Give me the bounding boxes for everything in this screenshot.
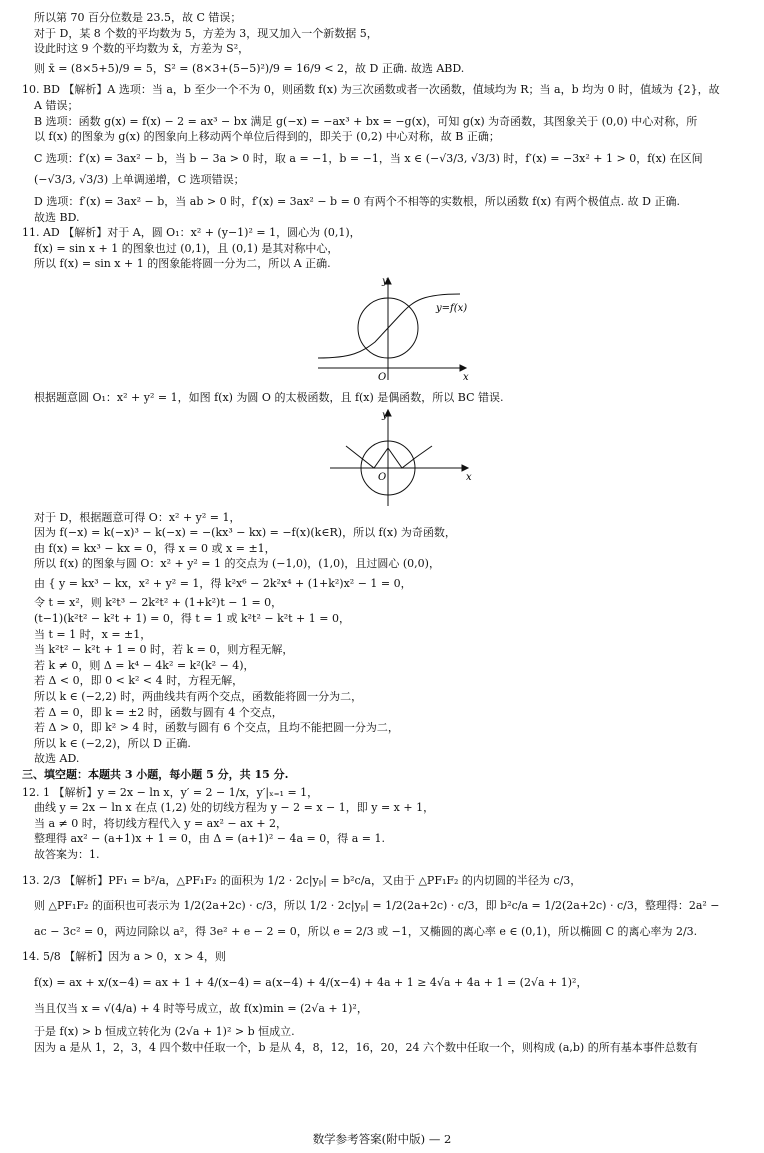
text-line: 曲线 y = 2x − ln x 在点 (1,2) 处的切线方程为 y − 2 = x − 1，即 y = x + 1， [34,801,435,815]
text-line: 整理得 ax² − (a+1)x + 1 = 0，由 Δ = (a+1)² − 4a = 0，得 a = 1. [34,832,386,846]
curve-label: y=f(x) [436,302,468,314]
text-line: 当且仅当 x = √(4/a) + 4 时等号成立，故 f(x)min = (2√a + 1)²， [34,1001,368,1015]
text-line: 令 t = x²，则 k²t³ − 2k²t² + (1+k²)t − 1 = 0， [34,596,283,610]
text-line: 则 △PF₁F₂ 的面积也可表示为 1/2(2a+2c) · c/3，所以 1/2 · 2c|yₚ| = 1/2(2a+2c) · c/3，即 b²c/a = 1/2(2a+2c) · c/3，整理得：2a² − [34,899,720,913]
x-axis-label: x [466,471,472,483]
text-line: C 选项：f′(x) = 3ax² − b，当 b − 3a > 0 时，取 a = −1，b = −1，当 x ∈ (−√3/3, √3/3) 时，f′(x) = −3x² + 1 > 0，f(x) 在区间 [34,151,703,165]
text-line: 当 k²t² − k²t + 1 = 0 时，若 k = 0，则方程无解， [34,643,294,657]
origin-label: O [378,371,387,383]
text-line: 所以 k ∈ (−2,2) 时，两曲线共有两个交点，函数能将圆一分为二， [34,690,363,704]
text-line: 若 Δ < 0，即 0 < k² < 4 时，方程无解， [34,674,244,688]
text-line: 若 k ≠ 0，则 Δ = k⁴ − 4k² = k²(k² − 4)， [34,658,255,672]
text-line: 所以第 70 百分位数是 23.5，故 C 错误； [34,11,242,24]
text-line: 对于 D，根据题意可得 O：x² + y² = 1， [34,510,241,524]
even-function-curve [346,446,432,468]
text-line: f(x) = sin x + 1 的图象也过 (0,1)，且 (0,1) 是其对称中心， [34,241,339,255]
question-12-header: 12. 1 【解析】y = 2x − ln x，y′ = 2 − 1/x，y′|ₓ₌₁ = 1， [22,785,319,799]
figure-2 [22,406,748,510]
figure-1 [22,272,748,390]
text-line: 若 Δ = 0，即 k = ±2 时，函数与圆有 4 个交点， [34,705,283,719]
text-line: 当 a ≠ 0 时，将切线方程代入 y = ax² − ax + 2， [34,816,288,830]
text-line: 设此时这 9 个数的平均数为 x̄，方差为 S²， [34,42,250,56]
question-11-header: 11. AD 【解析】对于 A，圆 O₁：x² + (y−1)² = 1，圆心为 (0,1)， [22,226,361,240]
question-13-header: 13. 2/3 【解析】PF₁ = b²/a，△PF₁F₂ 的面积为 1/2 · 2c|yₚ| = b²c/a，又由于 △PF₁F₂ 的内切圆的半径为 c/3， [22,873,582,887]
page-footer: 数学参考答案(附中版) — 2 [312,1132,452,1146]
text-line: 故选 BD. [34,210,80,224]
x-axis-label: x [463,371,469,383]
x-axis-arrow [460,365,466,371]
text-line: 若 Δ > 0，即 k² > 4 时，函数与圆有 6 个交点，且均不能把圆一分为二， [34,721,399,735]
y-axis-label: y [382,409,388,421]
question-14-header: 14. 5/8 【解析】因为 a > 0，x > 4，则 [22,950,226,964]
question-10-header: 10. BD 【解析】A 选项：当 a，b 至少一个不为 0，则函数 f(x) 为三次函数或者一次函数，值域均为 R；当 a，b 均为 0 时，值域为 {2}，故 [22,83,720,97]
text-line: 故答案为：1. [34,847,100,861]
text-line: 由 f(x) = kx³ − kx = 0，得 x = 0 或 x = ±1， [34,541,276,555]
origin-label: O [378,471,387,483]
text-line: 根据题意圆 O₁：x² + y² = 1，如图 f(x) 为圆 O 的太极函数，且 f(x) 是偶函数，所以 BC 错误. [34,390,504,404]
section-heading: 三、填空题：本题共 3 小题，每小题 5 分，共 15 分. [22,768,289,781]
text-line: B 选项：函数 g(x) = f(x) − 2 = ax³ − bx 满足 g(−x) = −ax³ + bx = −g(x)，可知 g(x) 为奇函数，其图象关于 (0,0) 中心对称，所 [34,114,698,128]
text-line: 因为 f(−x) = k(−x)³ − k(−x) = −(kx³ − kx) = −f(x)(k∈R)，所以 f(x) 为奇函数， [34,526,456,540]
text-line: D 选项：f′(x) = 3ax² − b，当 ab > 0 时，f′(x) = 3ax² − b = 0 有两个不相等的实数根，所以函数 f(x) 有两个极值点. 故 D 正确. [34,194,680,208]
text-line: f(x) = ax + x/(x−4) = ax + 1 + 4/(x−4) = a(x−4) + 4/(x−4) + 4a + 1 ≥ 4√a + 4a + 1 = (2√a + 1)²， [34,975,588,989]
text-line: (−√3/3, √3/3) 上单调递增，C 选项错误； [34,173,245,187]
text-line: 因为 a 是从 1，2，3，4 四个数中任取一个，b 是从 4，8，12，16，20，24 六个数中任取一个，则构成 (a,b) 的所有基本事件总数有 [34,1040,698,1054]
text-line: ac − 3c² = 0，两边同除以 a²，得 3e² + e − 2 = 0，所以 e = 2/3 或 −1，又椭圆的离心率 e ∈ (0,1)，所以椭圆 C 的离心率为 2/3. [34,924,698,938]
answer-page [22,10,748,1055]
text-line: 于是 f(x) > b 恒成立转化为 (2√a + 1)² > b 恒成立. [34,1025,295,1039]
text-line: 由 { y = kx³ − kx，x² + y² = 1，得 k²x⁶ − 2k²x⁴ + (1+k²)x² − 1 = 0， [34,576,412,590]
text-line: A 错误； [34,98,79,112]
text-line: 所以 k ∈ (−2,2)，所以 D 正确. [34,736,191,750]
text-line: 所以 f(x) = sin x + 1 的图象能将圆一分为二，所以 A 正确. [34,257,331,271]
text-line: 所以 f(x) 的图象与圆 O：x² + y² = 1 的交点为 (−1,0)，(1,0)，且过圆心 (0,0)， [34,557,440,571]
text-line: 故选 AD. [34,752,80,766]
text-line: 当 t = 1 时，x = ±1， [34,627,152,641]
text-line: 则 x̄ = (8×5+5)/9 = 5，S² = (8×3+(5−5)²)/9 = 16/9 < 2，故 D 正确. 故选 ABD. [34,61,465,75]
x-axis-arrow [462,465,468,471]
text-line: (t−1)(k²t² − k²t + 1) = 0，得 t = 1 或 k²t² − k²t + 1 = 0， [34,612,350,626]
text-line: 对于 D，某 8 个数的平均数为 5，方差为 3，现又加入一个新数据 5， [34,26,378,40]
text-line: 以 f(x) 的图象为 g(x) 的图象向上移动两个单位后得到的，即关于 (0,2) 中心对称，故 B 正确； [34,130,500,144]
y-axis-label: y [382,275,388,287]
